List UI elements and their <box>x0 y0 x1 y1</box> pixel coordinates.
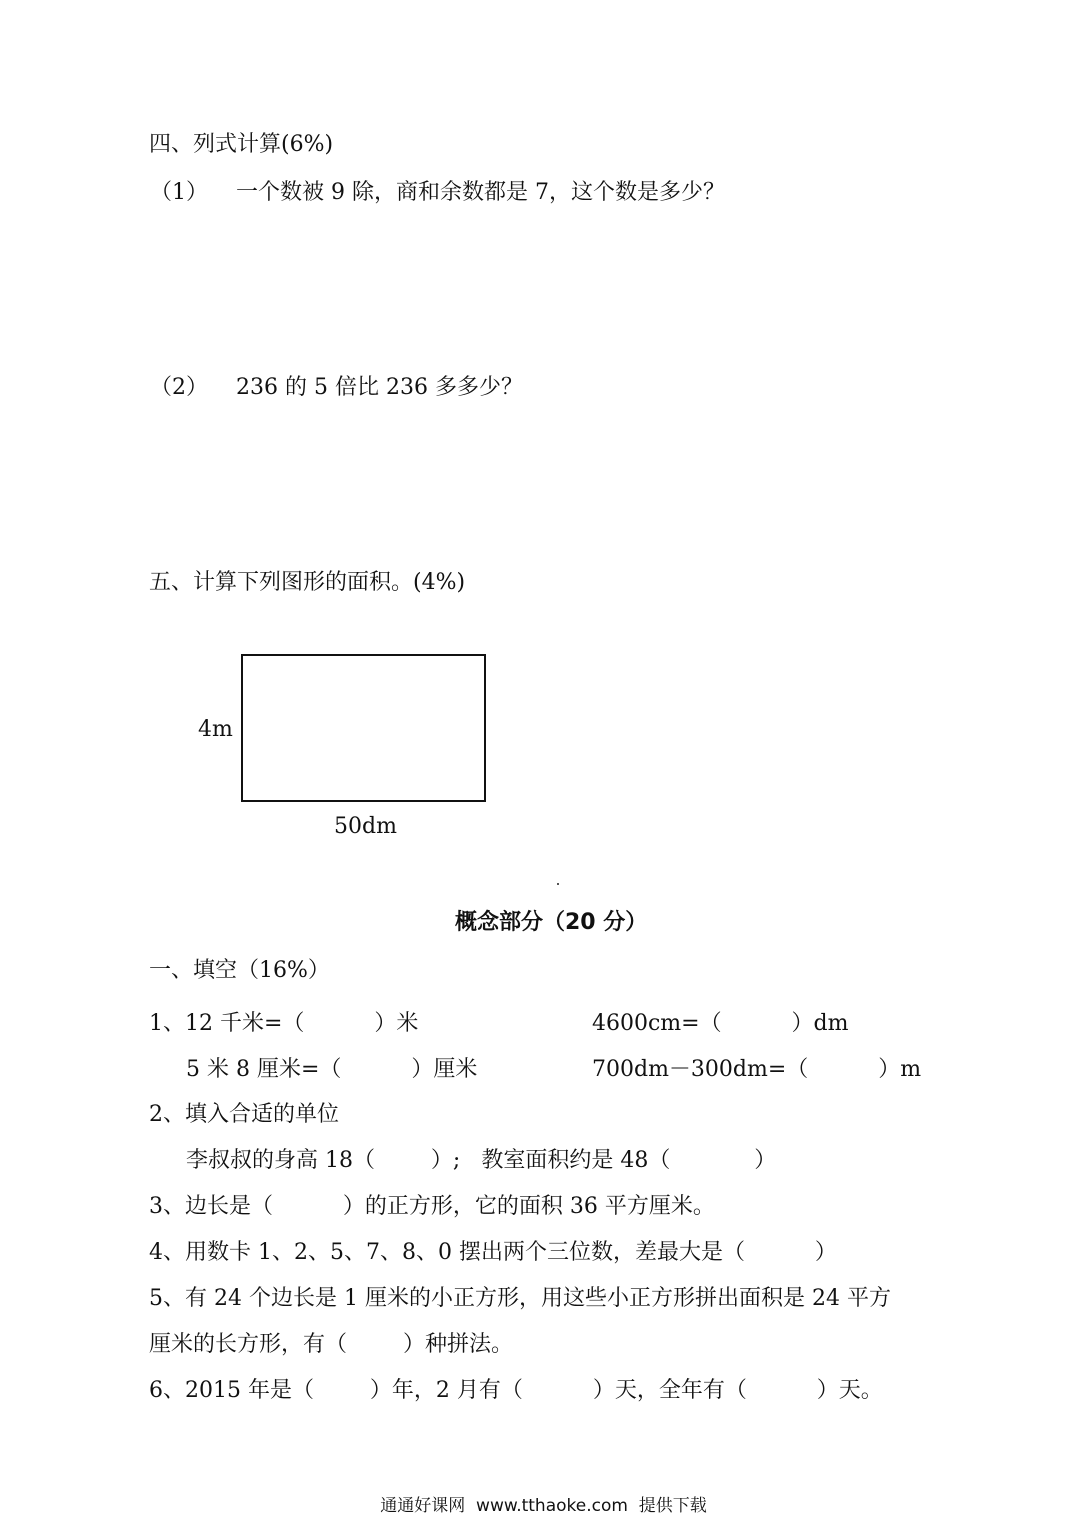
rectangle-side-label: 4m <box>198 717 233 742</box>
computation-q1-text: 一个数被 9 除，商和余数都是 7，这个数是多少？ <box>236 180 725 205</box>
rectangle-bottom-label: 50dm <box>334 814 397 839</box>
area-heading: 五、计算下列图形的面积。(4%) <box>149 570 466 595</box>
fill-q2: 2、填入合适的单位 <box>149 1102 339 1127</box>
computation-q1-number: （1） <box>150 180 208 205</box>
fill-q2b: 李叔叔的身高 18（ ）; 教室面积约是 48（ ） <box>186 1148 777 1173</box>
computation-q2-text: 236 的 5 倍比 236 多多少？ <box>236 375 523 400</box>
fill-q1-left: 1、12 千米=（ ）米 <box>149 1011 419 1036</box>
fill-q5-line2: 厘米的长方形，有（ ）种拼法。 <box>149 1332 513 1357</box>
rectangle-figure <box>241 654 486 802</box>
fill-q3: 3、边长是（ ）的正方形，它的面积 36 平方厘米。 <box>149 1194 715 1219</box>
fill-q1-right: 4600cm=（ ）dm <box>592 1011 849 1036</box>
page-footer: 通通好课网 www.tthaoke.com 提供下载 <box>380 1496 707 1516</box>
fill-q5-line1: 5、有 24 个边长是 1 厘米的小正方形，用这些小正方形拼出面积是 24 平方 <box>149 1286 891 1311</box>
fill-q4: 4、用数卡 1、2、5、7、8、0 摆出两个三位数，差最大是（ ） <box>149 1240 837 1265</box>
fill-q1b-left: 5 米 8 厘米=（ ）厘米 <box>186 1057 478 1082</box>
scan-speck <box>557 883 559 885</box>
computation-q2-number: （2） <box>150 375 208 400</box>
fill-q1b-right: 700dm－300dm=（ ）m <box>592 1057 922 1082</box>
computation-heading: 四、列式计算(6%) <box>149 132 334 157</box>
concept-title: 概念部分（20 分） <box>455 910 648 935</box>
fill-heading: 一、填空（16%） <box>149 958 330 983</box>
fill-q6: 6、2015 年是（ ）年，2 月有（ ）天，全年有（ ）天。 <box>149 1378 883 1403</box>
